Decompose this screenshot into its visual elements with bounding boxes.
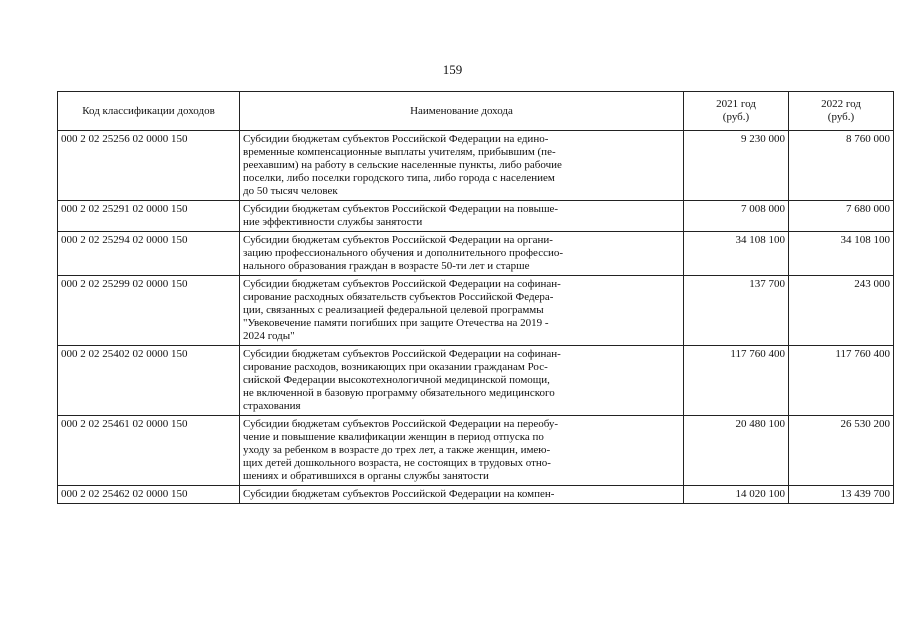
header-code: Код классификации доходов bbox=[58, 92, 240, 131]
income-name-line: зацию профессионального обучения и дополнительного профессио- bbox=[243, 247, 564, 259]
table-row bbox=[58, 346, 894, 416]
page-number: 159 bbox=[442, 62, 463, 77]
amount-2021-cell: 14 020 100 bbox=[684, 486, 789, 504]
income-name-line: чение и повышение квалификации женщин в период отпуска по bbox=[243, 431, 544, 443]
income-name-line: Субсидии бюджетам субъектов Российской Федерации на повыше- bbox=[243, 203, 559, 215]
table-row bbox=[58, 276, 894, 346]
amount-2021-cell: 7 008 000 bbox=[684, 201, 789, 232]
income-name-cell bbox=[240, 416, 684, 486]
income-code-cell: 000 2 02 25461 02 0000 150 bbox=[58, 416, 240, 486]
income-code-cell: 000 2 02 25256 02 0000 150 bbox=[58, 131, 240, 201]
header-2022: 2022 год (руб.) bbox=[789, 92, 894, 131]
amount-2021-cell: 9 230 000 bbox=[684, 131, 789, 201]
income-name-cell bbox=[240, 346, 684, 416]
amount-2022-cell: 117 760 400 bbox=[789, 346, 894, 416]
income-code-cell: 000 2 02 25291 02 0000 150 bbox=[58, 201, 240, 232]
income-name-cell bbox=[240, 201, 684, 232]
income-name-line: Субсидии бюджетам субъектов Российской Федерации на софинан- bbox=[243, 278, 561, 290]
amount-2022-cell: 26 530 200 bbox=[789, 416, 894, 486]
income-name-line: сийской Федерации высокотехнологичной медицинской помощи, bbox=[243, 374, 550, 386]
income-name-line: ние эффективности службы занятости bbox=[243, 216, 423, 228]
income-name-cell bbox=[240, 131, 684, 201]
income-name-cell bbox=[240, 486, 684, 504]
income-name-line: поселки, либо поселки городского типа, либо города с населением bbox=[243, 172, 555, 184]
income-name-line: уходу за ребенком в возрасте до трех лет, а также женщин, имею- bbox=[243, 444, 551, 456]
income-name-line: сирование расходных обязательств субъектов Российской Федера- bbox=[243, 291, 554, 303]
amount-2021-cell: 34 108 100 bbox=[684, 232, 789, 276]
income-name-line: сирование расходов, возникающих при оказании гражданам Рос- bbox=[243, 361, 548, 373]
income-code-cell: 000 2 02 25299 02 0000 150 bbox=[58, 276, 240, 346]
amount-2021-cell: 117 760 400 bbox=[684, 346, 789, 416]
income-name-line: Субсидии бюджетам субъектов Российской Федерации на софинан- bbox=[243, 348, 561, 360]
table-row bbox=[58, 486, 894, 504]
table-row bbox=[58, 232, 894, 276]
income-code-cell: 000 2 02 25294 02 0000 150 bbox=[58, 232, 240, 276]
income-name-cell bbox=[240, 232, 684, 276]
income-name-line: щих детей дошкольного возраста, не состоящих в трудовых отно- bbox=[243, 457, 551, 469]
amount-2022-cell: 34 108 100 bbox=[789, 232, 894, 276]
table-row bbox=[58, 131, 894, 201]
income-name-line: "Увековечение памяти погибших при защите Отечества на 2019 - bbox=[243, 317, 549, 329]
income-code-cell: 000 2 02 25462 02 0000 150 bbox=[58, 486, 240, 504]
amount-2022-cell: 13 439 700 bbox=[789, 486, 894, 504]
amount-2022-cell: 243 000 bbox=[789, 276, 894, 346]
amount-2022-cell: 7 680 000 bbox=[789, 201, 894, 232]
income-name-line: ции, связанных с реализацией федеральной целевой программы bbox=[243, 304, 544, 316]
income-name-line: 2024 годы" bbox=[243, 330, 295, 342]
amount-2022-cell: 8 760 000 bbox=[789, 131, 894, 201]
income-name-line: шениях и обратившихся в органы службы занятости bbox=[243, 470, 489, 482]
table-header-row bbox=[58, 92, 894, 131]
income-name-line: Субсидии бюджетам субъектов Российской Федерации на едино- bbox=[243, 133, 549, 145]
income-name-line: нального образования граждан в возрасте 50-ти лет и старше bbox=[243, 260, 530, 272]
income-name-line: не включенной в базовую программу обязательного медицинского bbox=[243, 387, 555, 399]
table-row bbox=[58, 416, 894, 486]
income-code-cell: 000 2 02 25402 02 0000 150 bbox=[58, 346, 240, 416]
header-name: Наименование дохода bbox=[240, 92, 684, 131]
income-name-cell bbox=[240, 276, 684, 346]
income-name-line: временные компенсационные выплаты учителям, прибывшим (пе- bbox=[243, 146, 556, 158]
amount-2021-cell: 20 480 100 bbox=[684, 416, 789, 486]
amount-2021-cell: 137 700 bbox=[684, 276, 789, 346]
income-table bbox=[57, 91, 894, 504]
income-name-line: до 50 тысяч человек bbox=[243, 185, 338, 197]
table-row bbox=[58, 201, 894, 232]
table-body bbox=[58, 131, 894, 504]
income-name-line: Субсидии бюджетам субъектов Российской Федерации на компен- bbox=[243, 488, 555, 500]
income-name-line: страхования bbox=[243, 400, 301, 412]
income-name-line: Субсидии бюджетам субъектов Российской Федерации на органи- bbox=[243, 234, 553, 246]
income-name-line: Субсидии бюджетам субъектов Российской Федерации на переобу- bbox=[243, 418, 559, 430]
income-name-line: реехавшим) на работу в сельские населенные пункты, либо рабочие bbox=[243, 159, 562, 171]
header-2021: 2021 год (руб.) bbox=[684, 92, 789, 131]
